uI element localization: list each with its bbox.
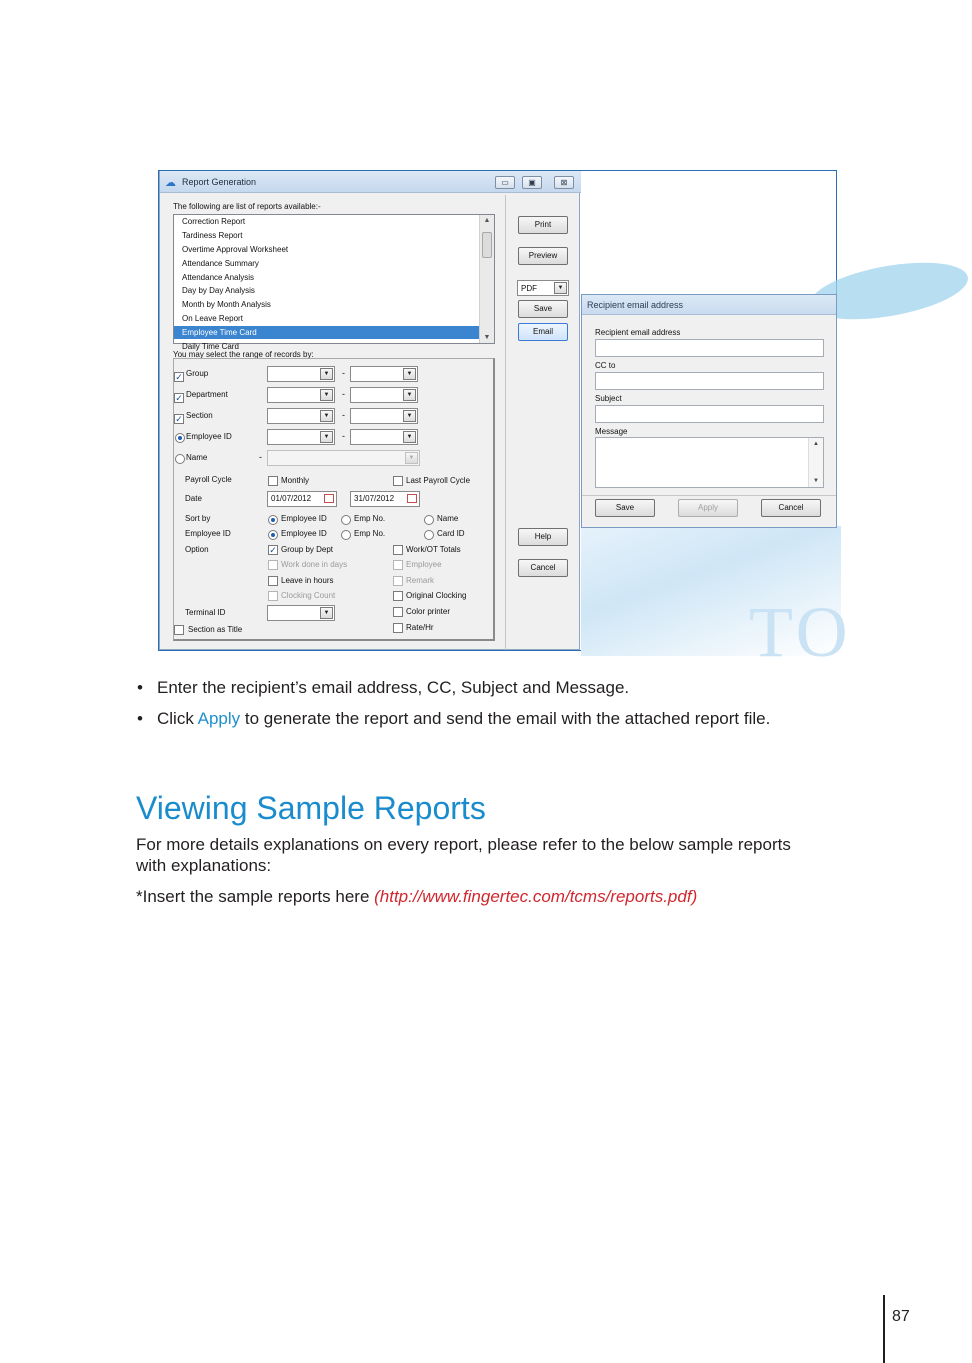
bullet-dot: • (137, 678, 143, 697)
window-titlebar (160, 171, 581, 193)
chevron-down-icon[interactable]: ▼ (405, 452, 418, 464)
leave-in-hours-checkbox[interactable] (268, 576, 278, 586)
employee-checkbox[interactable] (393, 560, 403, 570)
section-heading: Viewing Sample Reports (136, 790, 486, 826)
sort-employee-id-label: Employee ID (281, 514, 327, 523)
clocking-count-checkbox[interactable] (268, 591, 278, 601)
message-label: Message (595, 427, 628, 436)
range-dash: - (342, 389, 345, 399)
group-by-dept-checkbox[interactable]: ✓ (269, 545, 277, 555)
group-checkbox[interactable]: ✓ (175, 372, 183, 382)
chevron-down-icon[interactable]: ▼ (320, 431, 333, 443)
calendar-icon[interactable] (407, 494, 417, 503)
list-item[interactable]: Day by Day Analysis (182, 286, 255, 295)
sort-by-label: Sort by (185, 514, 211, 523)
list-item[interactable]: Correction Report (182, 217, 246, 226)
chevron-down-icon[interactable]: ▼ (403, 410, 416, 422)
range-dash: - (342, 410, 345, 420)
employee-id-label: Employee ID (185, 529, 231, 538)
emp-emp-no-radio[interactable] (341, 530, 351, 540)
sort-emp-no-radio[interactable] (341, 515, 351, 525)
department-from-combo[interactable] (267, 387, 335, 403)
insert-note-text: *Insert the sample reports here (136, 887, 375, 906)
color-printer-checkbox[interactable] (393, 607, 403, 617)
list-item[interactable]: Month by Month Analysis (182, 300, 271, 309)
date-to-field[interactable] (350, 491, 420, 507)
scroll-up-icon[interactable]: ▲ (813, 441, 819, 447)
save-button[interactable]: Save (518, 300, 568, 318)
list-scrollbar[interactable] (479, 215, 494, 343)
color-printer-label: Color printer (406, 607, 451, 616)
page-number-rule (883, 1295, 885, 1363)
name-combo[interactable] (267, 450, 420, 466)
section-paragraph-line2: with explanations: (136, 856, 272, 875)
employee-id-to-combo[interactable] (350, 429, 418, 445)
subject-label: Subject (595, 394, 622, 403)
section-paragraph-line1: For more details explanations on every report, please refer to the below sample reports (136, 835, 791, 854)
monthly-label: Monthly (281, 476, 310, 485)
maximize-button[interactable]: ▣ (522, 176, 542, 189)
list-item-selected[interactable]: Employee Time Card (174, 326, 480, 339)
rate-hr-checkbox[interactable] (393, 623, 403, 633)
original-clocking-checkbox[interactable] (393, 591, 403, 601)
reports-url[interactable]: (http://www.fingertec.com/tcms/reports.pdf) (374, 887, 698, 906)
list-item[interactable]: Attendance Summary (182, 259, 259, 268)
calendar-icon[interactable] (324, 494, 334, 503)
last-payroll-cycle-checkbox[interactable] (393, 476, 403, 486)
scroll-up-icon[interactable]: ▲ (483, 217, 491, 224)
group-by-dept-label: Group by Dept (281, 545, 334, 554)
terminal-id-combo[interactable] (267, 605, 335, 621)
section-to-combo[interactable] (350, 408, 418, 424)
minimize-button[interactable]: ▭ (495, 176, 515, 189)
work-done-in-days-checkbox[interactable] (268, 560, 278, 570)
range-dash: - (342, 431, 345, 441)
work-done-in-days-label: Work done in days (281, 560, 348, 569)
sort-employee-id-radio[interactable] (268, 515, 278, 525)
bullet-item (137, 709, 770, 729)
email-dialog-title: Recipient email address (582, 295, 836, 315)
list-item[interactable]: Attendance Analysis (182, 273, 255, 282)
chevron-down-icon[interactable]: ▼ (403, 368, 416, 380)
report-generation-window (159, 171, 580, 650)
employee-option-label: Employee (406, 560, 442, 569)
chevron-down-icon[interactable]: ▼ (403, 431, 416, 443)
emp-card-id-radio[interactable] (424, 530, 434, 540)
date-label: Date (185, 494, 202, 503)
section-as-title-checkbox[interactable] (174, 625, 184, 635)
employee-id-from-combo[interactable] (267, 429, 335, 445)
page-number: 87 (892, 1308, 910, 1325)
dialog-save-button[interactable]: Save (595, 499, 655, 517)
monthly-checkbox[interactable] (268, 476, 278, 486)
dialog-divider (582, 495, 836, 496)
remark-checkbox[interactable] (393, 576, 403, 586)
work-ot-totals-label: Work/OT Totals (406, 545, 461, 554)
preview-button[interactable]: Preview (518, 247, 568, 265)
report-list[interactable] (173, 214, 495, 351)
group-from-combo[interactable] (267, 366, 335, 382)
terminal-id-label: Terminal ID (185, 608, 226, 617)
message-textarea[interactable] (595, 437, 824, 488)
list-item[interactable]: Tardiness Report (182, 231, 243, 240)
employee-id-radio[interactable] (175, 433, 185, 443)
bullet-text: to generate the report and send the email with the attached report file. (240, 709, 771, 728)
close-button[interactable]: ⊠ (554, 176, 574, 189)
sort-emp-no-label: Emp No. (354, 514, 386, 523)
range-caption: You may select the range of records by: (173, 350, 314, 359)
option-label: Option (185, 545, 209, 554)
apply-reference: Apply (197, 709, 241, 728)
employee-id-range-label: Employee ID (186, 432, 232, 441)
list-caption: The following are list of reports available:- (173, 202, 321, 211)
emp-employee-id-radio[interactable] (268, 530, 278, 540)
sort-name-label: Name (437, 514, 459, 523)
cancel-button[interactable]: Cancel (518, 559, 568, 577)
recipient-input[interactable] (595, 339, 824, 357)
scroll-down-icon[interactable]: ▼ (483, 334, 491, 341)
department-to-combo[interactable] (350, 387, 418, 403)
name-radio[interactable] (175, 454, 185, 464)
emp-emp-no-label: Emp No. (354, 529, 386, 538)
insert-note (136, 887, 697, 907)
last-payroll-cycle-label: Last Payroll Cycle (406, 476, 471, 485)
email-button[interactable]: Email (518, 323, 568, 341)
app-icon: ☁ (165, 177, 176, 189)
section-label: Section (186, 411, 213, 420)
department-label: Department (186, 390, 228, 399)
background-logo-text: TO (749, 592, 852, 672)
remark-label: Remark (406, 576, 435, 585)
sort-name-radio[interactable] (424, 515, 434, 525)
date-from-value: 01/07/2012 (271, 494, 312, 503)
group-to-combo[interactable] (350, 366, 418, 382)
chevron-down-icon[interactable]: ▼ (320, 389, 333, 401)
message-scrollbar[interactable] (808, 438, 823, 487)
chevron-down-icon[interactable]: ▼ (320, 368, 333, 380)
recipient-label: Recipient email address (595, 328, 681, 337)
department-checkbox[interactable]: ✓ (175, 393, 183, 403)
scroll-thumb[interactable] (482, 232, 492, 258)
screenshot-figure (158, 170, 852, 672)
subject-input[interactable] (595, 405, 824, 423)
button-panel-divider (505, 195, 506, 650)
bullet-text: Click (157, 709, 198, 728)
window-title: Report Generation (182, 177, 257, 187)
cc-input[interactable] (595, 372, 824, 390)
chevron-down-icon[interactable]: ▼ (320, 607, 333, 619)
emp-employee-id-label: Employee ID (281, 529, 327, 538)
email-dialog (581, 294, 837, 528)
rate-hr-label: Rate/Hr (406, 623, 434, 632)
emp-card-id-label: Card ID (437, 529, 465, 538)
scroll-down-icon[interactable]: ▼ (813, 478, 819, 484)
list-item[interactable]: Overtime Approval Worksheet (182, 245, 289, 254)
chevron-down-icon[interactable]: ▼ (403, 389, 416, 401)
section-as-title-label: Section as Title (188, 625, 243, 634)
dialog-cancel-button[interactable]: Cancel (761, 499, 821, 517)
clocking-count-label: Clocking Count (281, 591, 336, 600)
name-range-label: Name (186, 453, 208, 462)
date-to-value: 31/07/2012 (354, 494, 395, 503)
range-dash: - (259, 452, 262, 462)
help-button[interactable]: Help (518, 528, 568, 546)
format-select[interactable] (517, 280, 569, 296)
leave-in-hours-label: Leave in hours (281, 576, 334, 585)
chevron-down-icon[interactable]: ▼ (554, 282, 567, 294)
section-from-combo[interactable] (267, 408, 335, 424)
section-checkbox[interactable]: ✓ (175, 414, 183, 424)
bullet-dot: • (137, 709, 143, 728)
group-label: Group (186, 369, 209, 378)
format-value: PDF (521, 284, 537, 293)
payroll-cycle-label: Payroll Cycle (185, 475, 232, 484)
list-item[interactable]: On Leave Report (182, 314, 243, 323)
dialog-apply-button[interactable]: Apply (678, 499, 738, 517)
date-from-field[interactable] (267, 491, 337, 507)
print-button[interactable]: Print (518, 216, 568, 234)
cc-label: CC to (595, 361, 616, 370)
range-dash: - (342, 368, 345, 378)
bullet-text: Enter the recipient’s email address, CC, Subject and Message. (157, 678, 630, 697)
original-clocking-label: Original Clocking (406, 591, 467, 600)
chevron-down-icon[interactable]: ▼ (320, 410, 333, 422)
list-item[interactable]: Daily Time Card (182, 342, 239, 351)
work-ot-totals-checkbox[interactable] (393, 545, 403, 555)
bullet-item (137, 678, 629, 698)
